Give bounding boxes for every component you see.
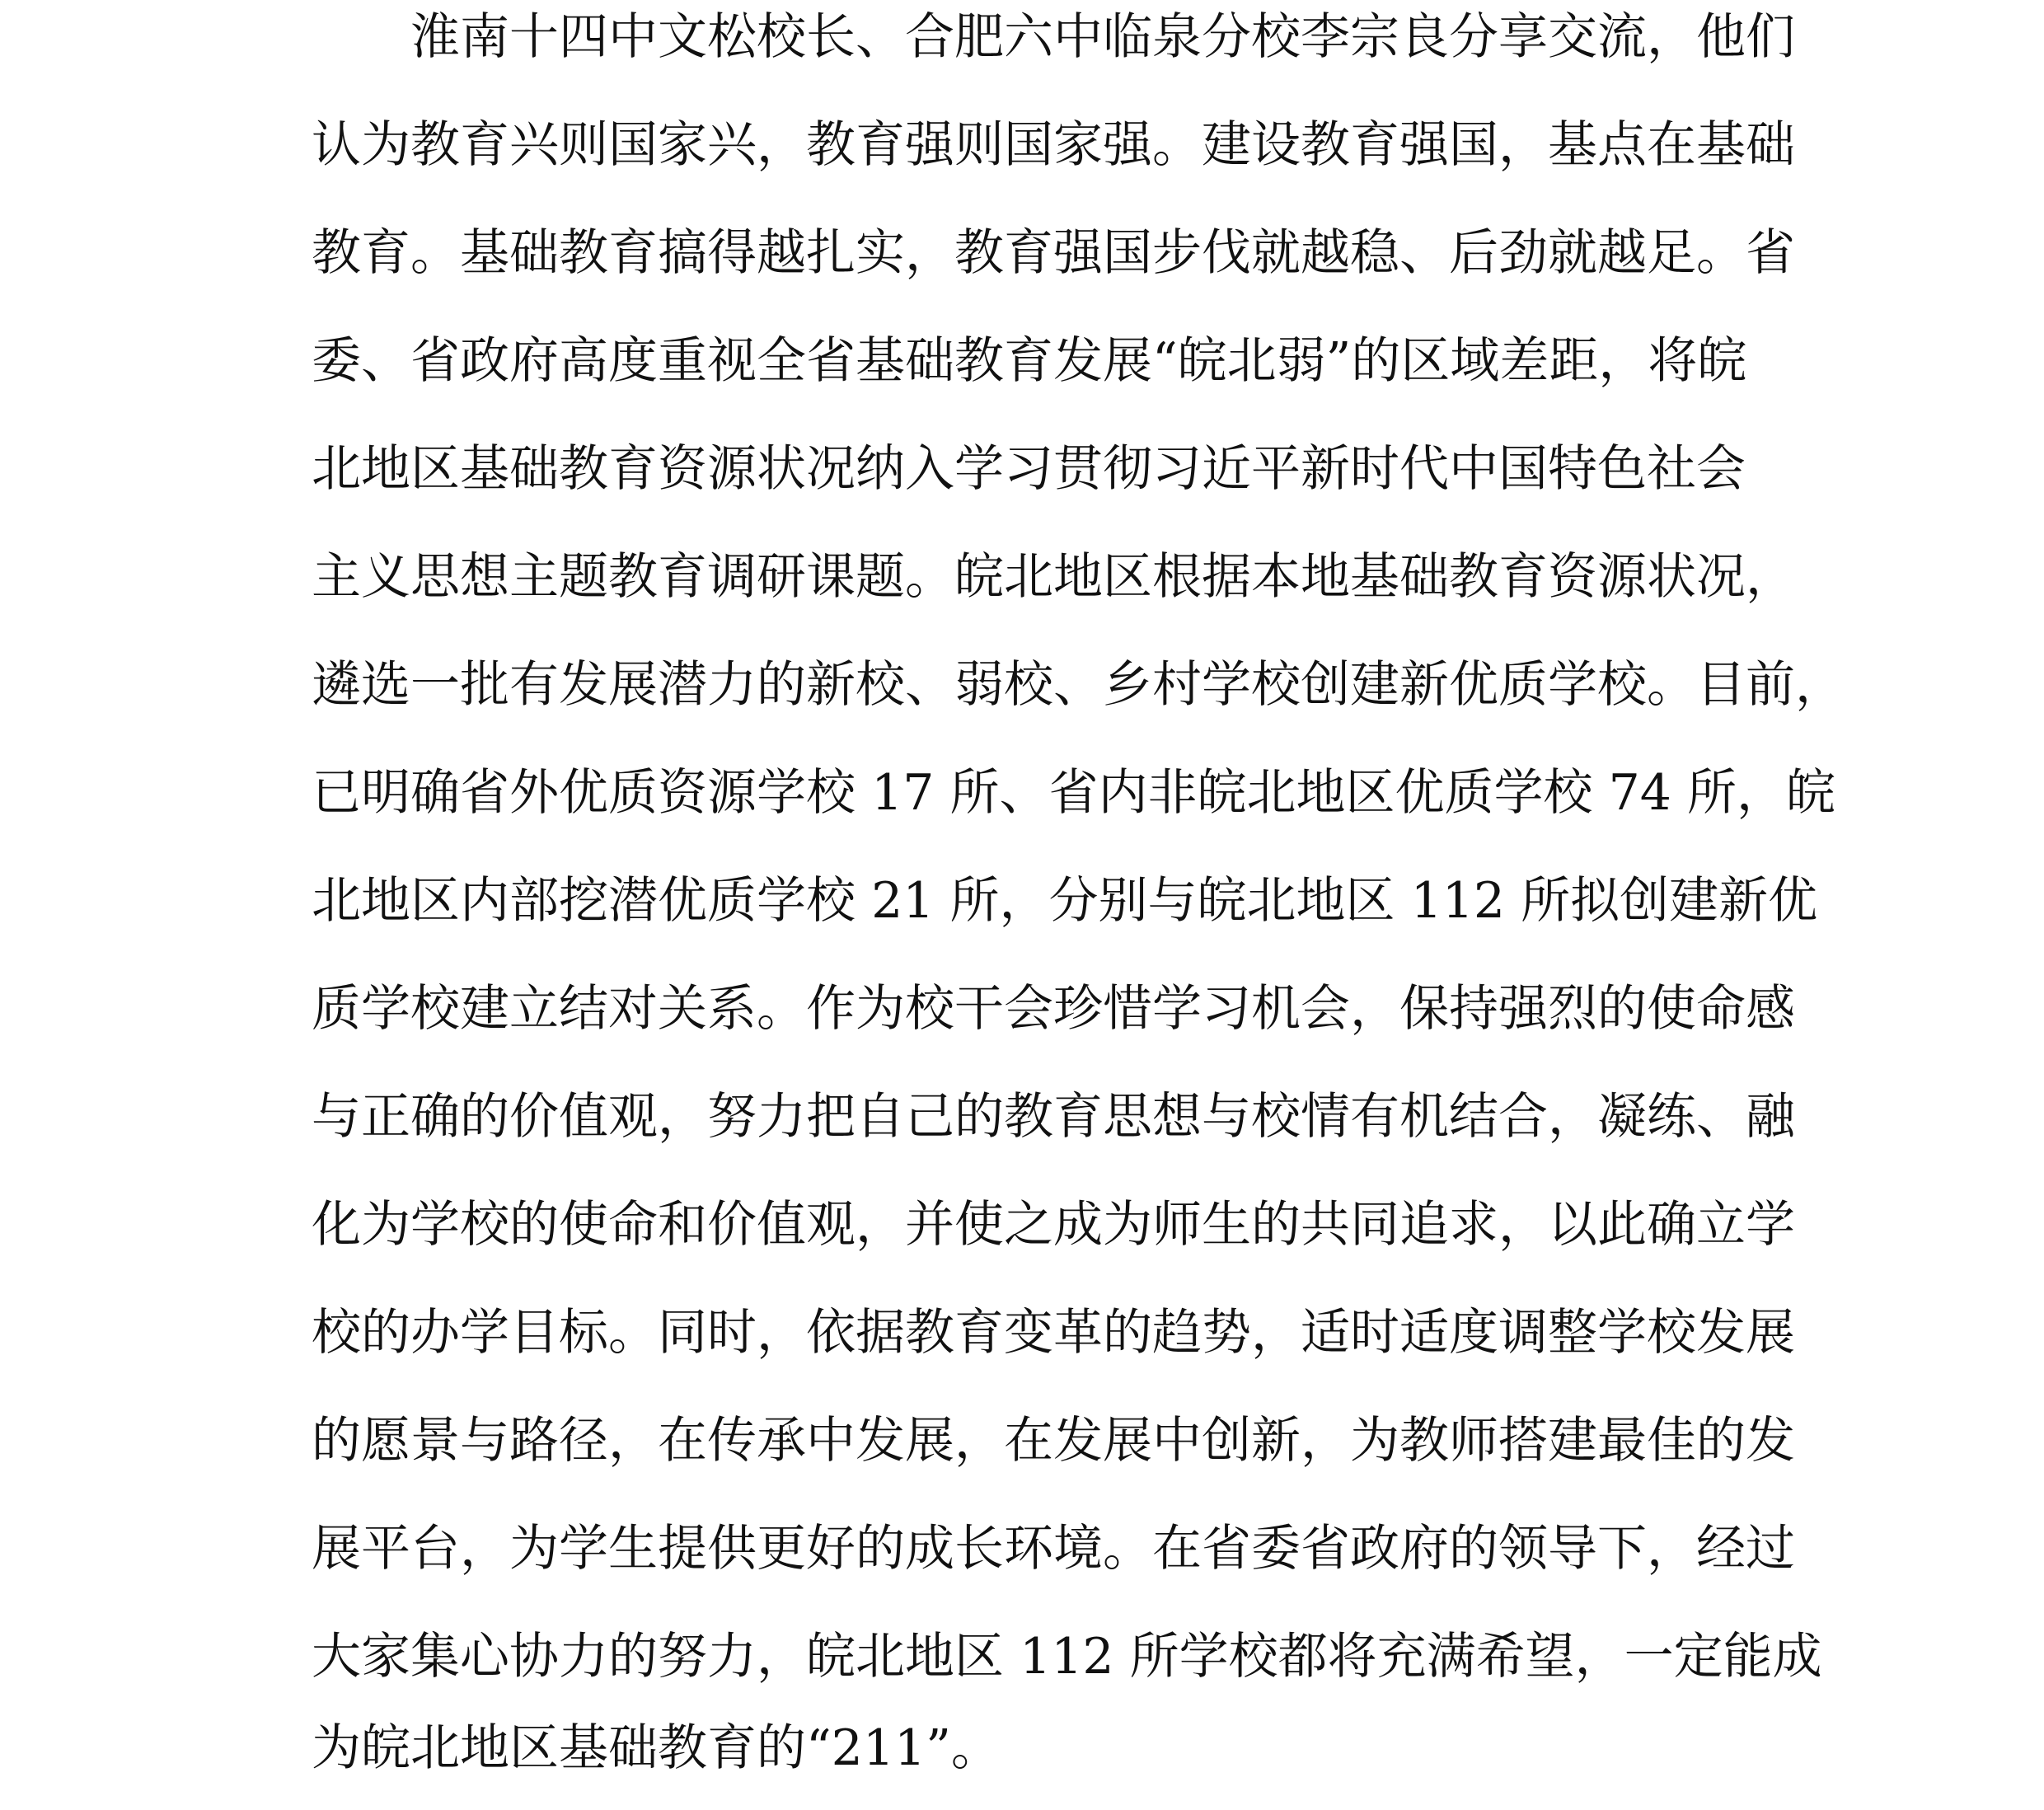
paragraph-line: 展平台，为学生提供更好的成长环境。在省委省政府的领导下，经过 [312,1520,1795,1578]
paragraph-line: 校的办学目标。同时，依据教育变革的趋势，适时适度调整学校发展 [312,1304,1795,1362]
paragraph-line: 主义思想主题教育调研课题。皖北地区根据本地基础教育资源状况， [312,548,1795,606]
paragraph-line: 教育。基础教育搞得越扎实，教育强国步伐就越稳、后劲就越足。省 [312,224,1795,282]
paragraph-line: 化为学校的使命和价值观，并使之成为师生的共同追求，以此确立学 [312,1196,1795,1254]
paragraph-line: 委、省政府高度重视全省基础教育发展“皖北弱”的区域差距，将皖 [312,332,1747,390]
paragraph-line: 质学校建立结对关系。作为校干会珍惜学习机会，保持强烈的使命感 [312,980,1795,1038]
paragraph-line: 认为教育兴则国家兴，教育强则国家强。建设教育强国，基点在基础 [312,116,1795,174]
paragraph-line: 与正确的价值观，努力把自己的教育思想与校情有机结合，凝练、融 [312,1088,1795,1146]
paragraph-line: 大家集心协力的努力，皖北地区 112 所学校都将充满希望，一定能成 [312,1628,1822,1686]
paragraph-line: 的愿景与路径，在传承中发展，在发展中创新，为教师搭建最佳的发 [312,1412,1795,1470]
paragraph-line: 遴选一批有发展潜力的新校、弱校、乡村学校创建新优质学校。目前， [312,656,1845,714]
paragraph-line: 北地区内部挖潜优质学校 21 所，分别与皖北地区 112 所拟创建新优 [312,872,1818,930]
paragraph-line-last: 为皖北地区基础教育的“211”。 [312,1719,1001,1777]
paragraph-line: 北地区基础教育资源状况纳入学习贯彻习近平新时代中国特色社会 [312,440,1746,498]
paragraph-line: 已明确省外优质资源学校 17 所、省内非皖北地区优质学校 74 所，皖 [312,764,1835,822]
paragraph-line: 淮南十四中文松校长、合肥六中临泉分校李宗良分享交流，他们 [410,8,1795,66]
